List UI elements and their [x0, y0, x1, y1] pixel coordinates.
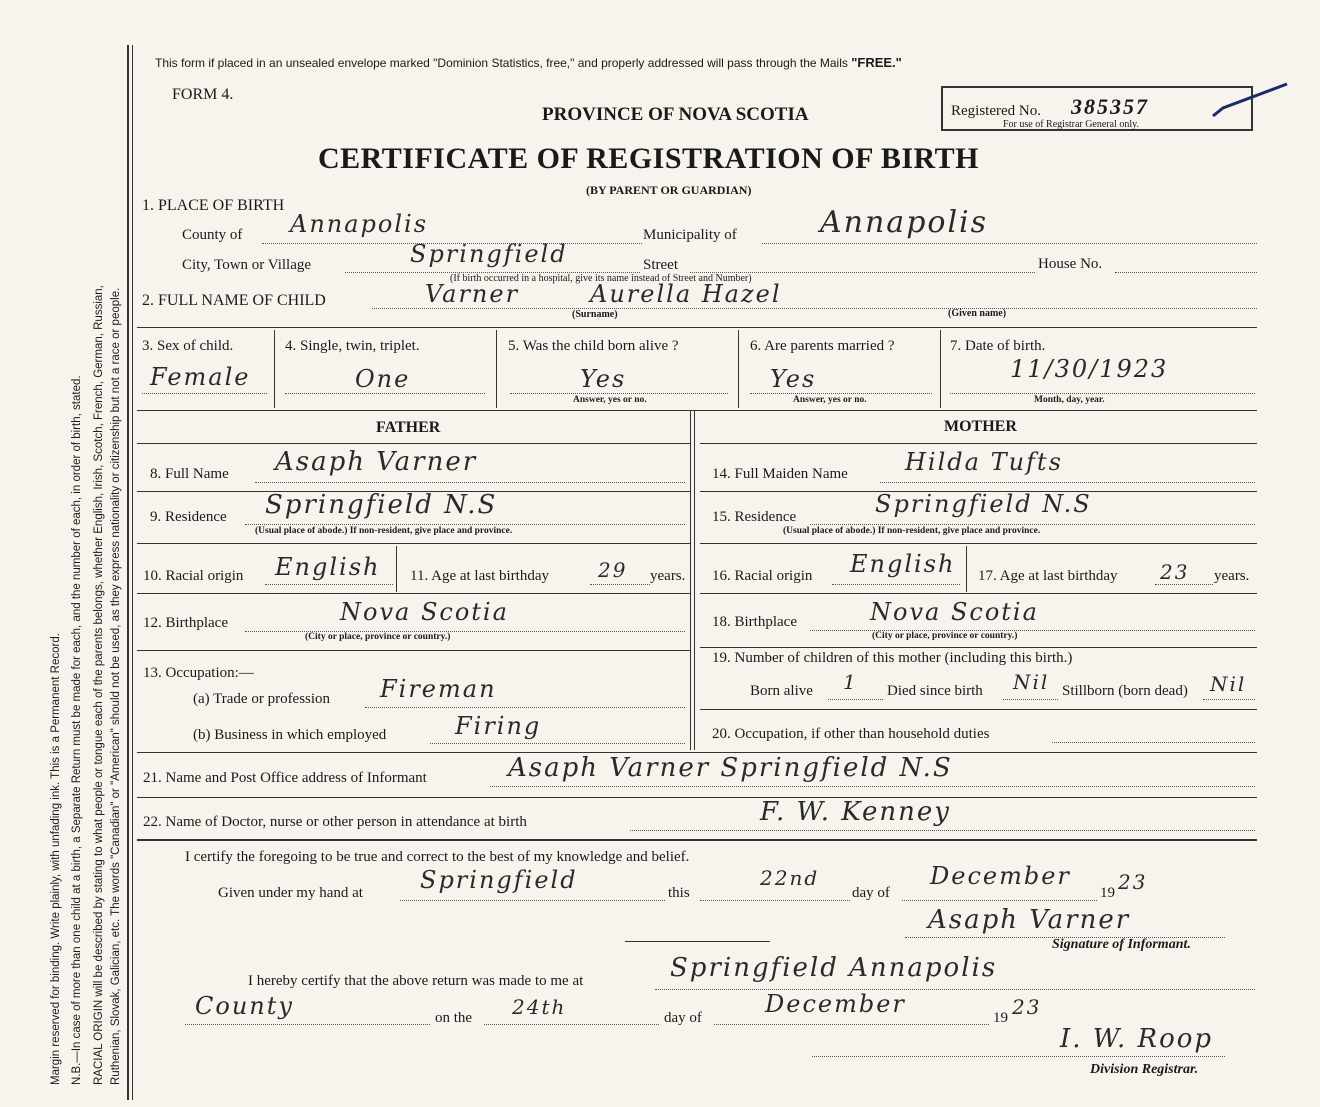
binding-line	[127, 45, 129, 1100]
stillborn-label: Stillborn (born dead)	[1062, 683, 1188, 699]
mother-age-unit: years.	[1214, 568, 1250, 584]
doctor-value: F. W. Kenney	[760, 797, 951, 827]
parents-married-caption: Answer, yes or no.	[793, 395, 867, 405]
registrar-month-value: December	[765, 990, 906, 1018]
registered-label: Registered No.	[951, 103, 1041, 119]
date-of-birth-caption: Month, day, year.	[1034, 395, 1105, 405]
born-alive-label: Born alive	[750, 683, 813, 699]
child-surname-value: Varner	[425, 280, 520, 308]
street-label: Street	[643, 257, 678, 273]
father-name-label: 8. Full Name	[150, 466, 229, 482]
page-subtitle: (BY PARENT OR GUARDIAN)	[586, 183, 752, 197]
informant-label: 21. Name and Post Office address of Informant	[143, 770, 427, 786]
mother-age-label: 17. Age at last birthday	[978, 568, 1118, 584]
surname-caption: (Surname)	[572, 309, 618, 320]
sex-label: 3. Sex of child.	[142, 338, 234, 354]
registrar-county-value: County	[195, 992, 294, 1020]
father-occupation-label: 13. Occupation:—	[143, 665, 254, 681]
child-name-label: 2. FULL NAME OF CHILD	[142, 292, 326, 309]
registrar-statement: I hereby certify that the above return was made to me at	[248, 973, 584, 989]
given-year-value: 23	[1118, 870, 1148, 894]
registrar-year-prefix: 19	[993, 1010, 1008, 1026]
page-title: CERTIFICATE OF REGISTRATION OF BIRTH	[318, 142, 979, 175]
margin-note-binding: Margin reserved for binding. Write plainly, with unfading ink. This is a Permanent Record.	[50, 633, 62, 1085]
registrar-signature: I. W. Roop	[1060, 1024, 1214, 1054]
margin-note-racial-origin-2: Ruthenian, Slovak, Galician, etc. The words "Canadian" or "American" should not be used, as they express nationality or citizenship but not a race or people.	[110, 287, 122, 1085]
father-residence-value: Springfield N.S	[265, 490, 498, 520]
father-trade-value: Fireman	[380, 675, 497, 703]
father-age-value: 29	[598, 558, 628, 582]
father-trade-label: (a) Trade or profession	[193, 691, 331, 707]
registered-number: 385357	[1071, 94, 1149, 119]
father-age-unit: years.	[650, 568, 686, 584]
date-of-birth-label: 7. Date of birth.	[950, 338, 1046, 354]
city-label: City, Town or Village	[182, 257, 312, 273]
mother-birthplace-caption: (City or place, province or country.)	[872, 631, 1018, 641]
registrar-year-value: 23	[1012, 995, 1042, 1019]
died-since-birth-value: Nil	[1013, 670, 1050, 694]
born-alive-question-label: 5. Was the child born alive ?	[508, 338, 679, 354]
margin-note-multiple-births: N.B.—In case of more than one child at a birth, a Separate Return must be made for each, and the number of each, in order of birth, stated.	[71, 375, 83, 1085]
binding-line-inner	[132, 45, 133, 1100]
parents-married-label: 6. Are parents married ?	[750, 338, 895, 354]
father-name-value: Asaph Varner	[275, 447, 478, 477]
given-day-value: 22nd	[760, 866, 820, 890]
place-of-birth-label: 1. PLACE OF BIRTH	[142, 197, 285, 214]
registrar-place-value: Springfield Annapolis	[670, 953, 998, 983]
doctor-label: 22. Name of Doctor, nurse or other person in attendance at birth	[143, 814, 527, 830]
father-birthplace-value: Nova Scotia	[340, 598, 509, 626]
mother-name-value: Hilda Tufts	[905, 448, 1063, 476]
plurality-value: One	[355, 365, 411, 393]
county-label: County of	[182, 227, 243, 243]
division-registrar-label: Division Registrar.	[1090, 1062, 1199, 1077]
mother-birthplace-value: Nova Scotia	[870, 598, 1039, 626]
municipality-label: Municipality of	[643, 227, 737, 243]
registrar-day-of-label: day of	[664, 1010, 702, 1026]
father-business-value: Firing	[455, 712, 542, 740]
father-birthplace-caption: (City or place, province or country.)	[305, 632, 451, 642]
died-since-birth-label: Died since birth	[887, 683, 983, 699]
informant-signature-label: Signature of Informant.	[1052, 937, 1191, 952]
given-place-value: Springfield	[420, 866, 578, 894]
province-heading: PROVINCE OF NOVA SCOTIA	[542, 104, 809, 125]
informant-signature: Asaph Varner	[928, 905, 1131, 935]
day-of-label: day of	[852, 885, 890, 901]
father-birthplace-label: 12. Birthplace	[143, 615, 228, 631]
this-label: this	[668, 885, 690, 901]
given-month-value: December	[930, 862, 1071, 890]
plurality-label: 4. Single, twin, triplet.	[285, 338, 420, 354]
date-of-birth-value: 11/30/1923	[1010, 355, 1169, 383]
mother-residence-caption: (Usual place of abode.) If non-resident, give place and province.	[783, 526, 1041, 536]
city-value: Springfield	[410, 240, 568, 268]
given-under-label: Given under my hand at	[218, 885, 363, 901]
municipality-value: Annapolis	[820, 205, 989, 240]
mother-age-value: 23	[1160, 560, 1190, 584]
mother-heading: MOTHER	[944, 418, 1017, 435]
checkmark-icon	[1205, 78, 1295, 128]
born-alive-count: 1	[843, 670, 858, 694]
mother-residence-value: Springfield N.S	[875, 490, 1092, 518]
hospital-note: (If birth occurred in a hospital, give its name instead of Street and Number)	[450, 273, 752, 284]
mother-children-label: 19. Number of children of this mother (including this birth.)	[712, 650, 1073, 666]
mother-racial-label: 16. Racial origin	[712, 568, 813, 584]
born-alive-value: Yes	[580, 365, 627, 393]
given-year-prefix: 19	[1100, 885, 1115, 901]
mail-notice: This form if placed in an unsealed envelope marked "Dominion Statistics, free," and properly addressed will pass through the Mails "FREE."	[155, 55, 902, 70]
registrar-day-value: 24th	[512, 995, 567, 1019]
father-age-label: 11. Age at last birthday	[410, 568, 549, 584]
mother-birthplace-label: 18. Birthplace	[712, 614, 797, 630]
informant-value: Asaph Varner Springfield N.S	[508, 753, 953, 783]
certification-statement: I certify the foregoing to be true and correct to the best of my knowledge and belief.	[185, 849, 690, 865]
father-heading: FATHER	[376, 419, 441, 436]
mother-occupation-label: 20. Occupation, if other than household duties	[712, 726, 990, 742]
mother-residence-label: 15. Residence	[712, 509, 797, 525]
father-racial-label: 10. Racial origin	[143, 568, 244, 584]
born-alive-caption: Answer, yes or no.	[573, 395, 647, 405]
mother-racial-value: English	[850, 550, 956, 578]
county-value: Annapolis	[290, 210, 429, 238]
parents-married-value: Yes	[770, 365, 817, 393]
father-residence-label: 9. Residence	[150, 509, 227, 525]
stillborn-value: Nil	[1210, 672, 1247, 696]
given-caption: (Given name)	[948, 308, 1007, 319]
child-given-value: Aurella Hazel	[590, 280, 782, 308]
on-the-label: on the	[435, 1010, 473, 1026]
house-no-label: House No.	[1038, 256, 1103, 272]
sex-value: Female	[150, 363, 251, 391]
registrar-note: For use of Registrar General only.	[1003, 119, 1139, 130]
mother-name-label: 14. Full Maiden Name	[712, 466, 848, 482]
father-residence-caption: (Usual place of abode.) If non-resident, give place and province.	[255, 526, 513, 536]
form-number: FORM 4.	[172, 86, 234, 103]
father-racial-value: English	[275, 553, 381, 581]
margin-note-racial-origin: RACIAL ORIGIN will be described by stating to what people or tongue each of the parents belongs, whether English, Irish, Scotch, French, German, Russian,	[93, 285, 105, 1085]
father-business-label: (b) Business in which employed	[193, 727, 387, 743]
